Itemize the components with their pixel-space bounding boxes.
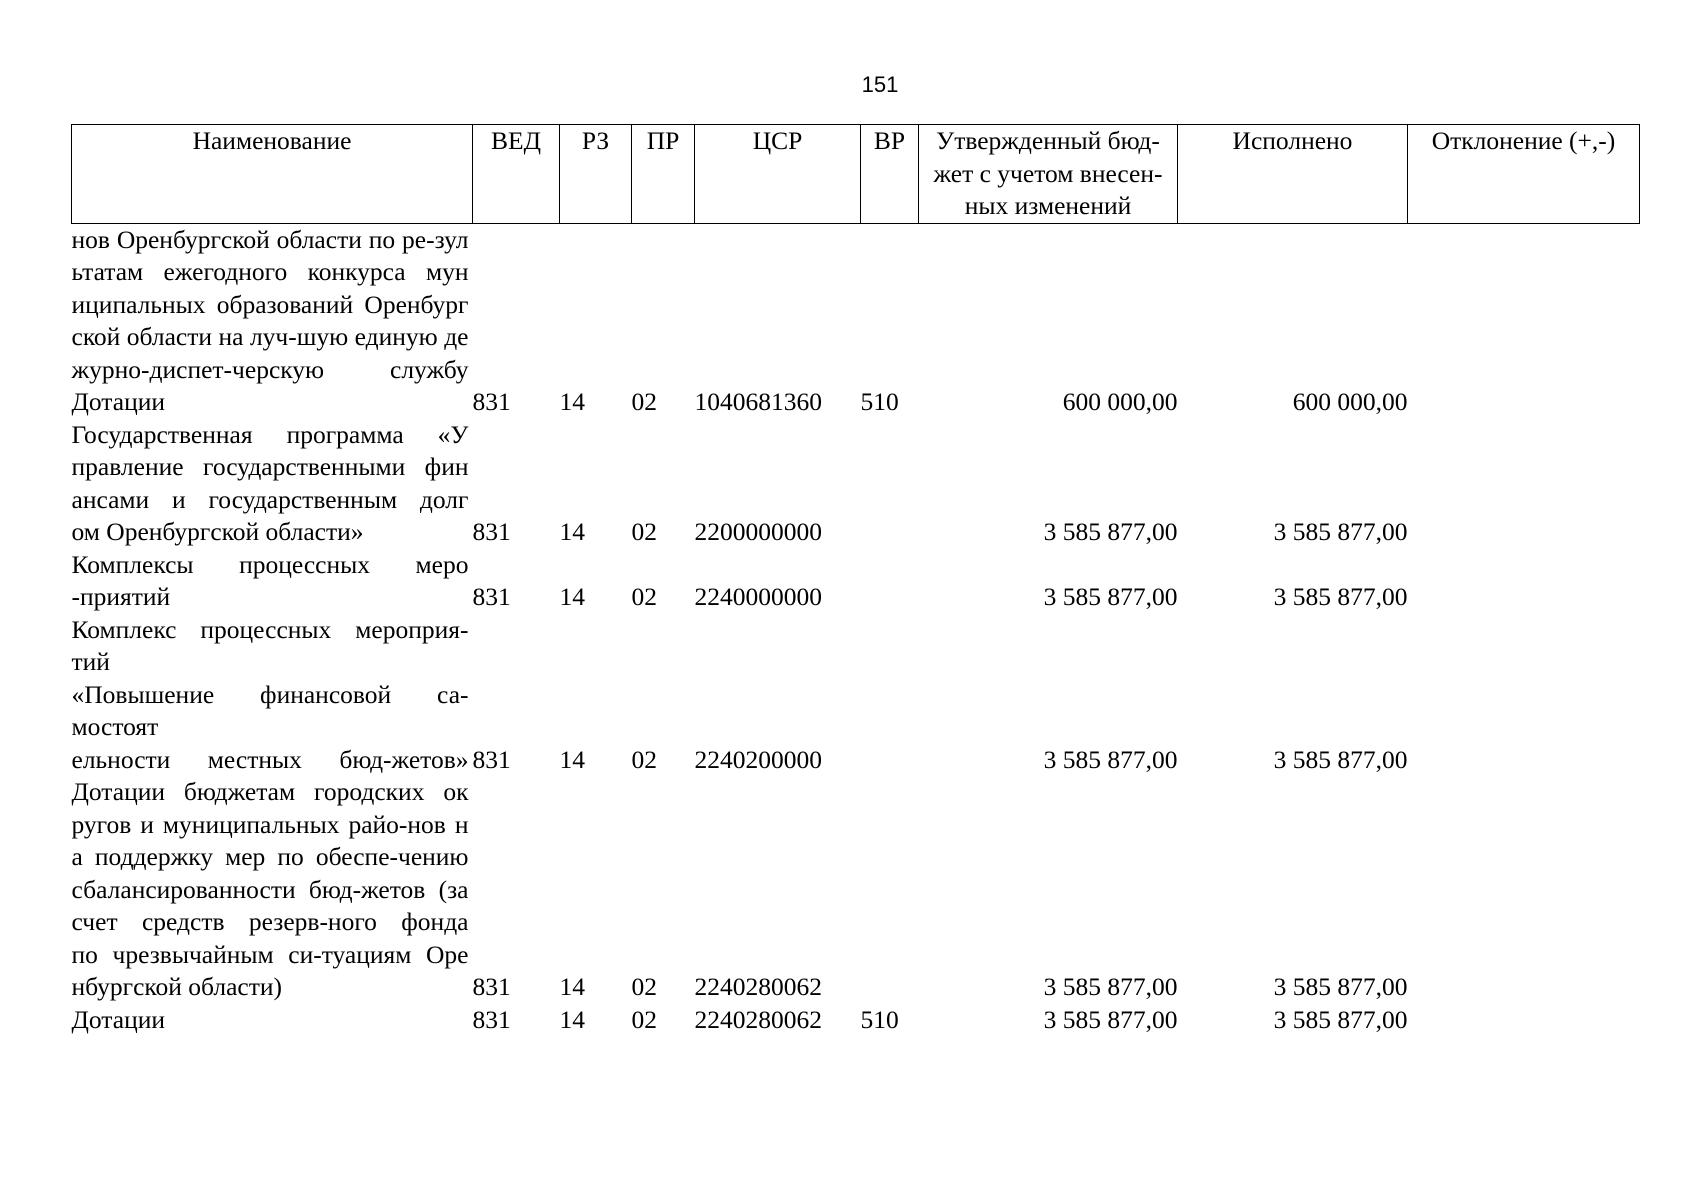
cell-ved bbox=[473, 223, 560, 386]
cell-csr bbox=[695, 223, 861, 386]
cell-approved: 3 585 877,00 bbox=[1043, 744, 1178, 774]
cell-ved: 831 bbox=[472, 972, 511, 1001]
table-row bbox=[72, 549, 1640, 614]
cell-deviation bbox=[1408, 386, 1640, 419]
cell-executed: 3 585 877,00 bbox=[1273, 517, 1408, 546]
budget-table bbox=[71, 124, 1640, 1036]
cell-name: Дотации бюджетам городских ок ругов и муниципальных райо-нов н а поддержку мер по обеспе-чению сбалансированности бюд-жетов (за счет средств резерв-ного фонда по чрезвычайным си-туациям Оре нбургской области) bbox=[71, 777, 469, 1001]
cell-vr bbox=[861, 419, 919, 549]
header-deviation: Отклонение (+,-) bbox=[1408, 125, 1640, 224]
table-row bbox=[72, 223, 1640, 386]
table-body bbox=[72, 223, 1640, 1036]
cell-vr bbox=[861, 776, 919, 1004]
cell-name: Дотации bbox=[71, 387, 166, 416]
cell-ved: 831 bbox=[472, 387, 511, 416]
header-approved: Утвержденный бюд-жет с учетом внесен-ных изменений bbox=[919, 125, 1178, 224]
cell-vr bbox=[861, 223, 919, 386]
cell-ved: 831 bbox=[472, 582, 511, 611]
header-executed: Исполнено bbox=[1178, 125, 1408, 224]
cell-executed: 3 585 877,00 bbox=[1273, 972, 1408, 1001]
page-number: 151 bbox=[861, 72, 899, 97]
cell-pr: 02 bbox=[631, 1004, 657, 1034]
cell-pr bbox=[632, 223, 695, 386]
cell-executed: 600 000,00 bbox=[1292, 387, 1408, 416]
table-row bbox=[72, 614, 1640, 777]
cell-rz: 14 bbox=[559, 1004, 585, 1034]
cell-deviation bbox=[1408, 776, 1640, 1004]
cell-pr: 02 bbox=[631, 744, 657, 774]
cell-approved: 3 585 877,00 bbox=[1043, 972, 1178, 1001]
cell-csr: 2200000000 bbox=[694, 517, 822, 546]
cell-csr: 2240200000 bbox=[694, 744, 822, 774]
cell-vr bbox=[861, 614, 919, 777]
cell-deviation bbox=[1408, 549, 1640, 614]
cell-approved bbox=[919, 223, 1178, 386]
cell-name: Государственная программа «У правление государственными фин ансами и государственным долг ом Оренбургской области» bbox=[71, 419, 469, 546]
cell-pr: 02 bbox=[631, 582, 657, 611]
cell-csr: 2240000000 bbox=[694, 582, 822, 611]
cell-pr: 02 bbox=[631, 972, 657, 1001]
cell-rz: 14 bbox=[559, 972, 585, 1001]
cell-vr bbox=[861, 549, 919, 614]
cell-deviation bbox=[1408, 1004, 1640, 1037]
cell-deviation bbox=[1408, 419, 1640, 549]
cell-executed: 3 585 877,00 bbox=[1273, 1004, 1408, 1034]
cell-vr: 510 bbox=[860, 387, 899, 416]
cell-executed bbox=[1178, 223, 1408, 386]
header-pr: ПР bbox=[632, 125, 695, 224]
table-row bbox=[72, 386, 1640, 419]
cell-executed: 3 585 877,00 bbox=[1273, 582, 1408, 611]
cell-ved: 831 bbox=[472, 517, 511, 546]
cell-rz: 14 bbox=[559, 387, 585, 416]
cell-name: нов Оренбургской области по ре-зул ьтатам ежегодного конкурса мун иципальных образований Оренбург ской области на луч-шую единую де журно-диспет-черскую службу bbox=[71, 224, 469, 384]
cell-rz: 14 bbox=[559, 582, 585, 611]
cell-csr: 2240280062 bbox=[694, 1004, 822, 1034]
cell-rz: 14 bbox=[559, 744, 585, 774]
cell-rz bbox=[560, 223, 632, 386]
table-header bbox=[72, 125, 1640, 224]
table-row bbox=[72, 1004, 1640, 1037]
cell-deviation bbox=[1408, 614, 1640, 777]
header-vr: ВР bbox=[861, 125, 919, 224]
cell-pr: 02 bbox=[631, 387, 657, 416]
table-row bbox=[72, 419, 1640, 549]
cell-csr: 2240280062 bbox=[694, 972, 822, 1001]
cell-approved: 600 000,00 bbox=[1062, 387, 1178, 416]
cell-ved: 831 bbox=[472, 1004, 511, 1034]
cell-approved: 3 585 877,00 bbox=[1043, 1004, 1178, 1034]
cell-name: Комплексы процессных меро -приятий bbox=[71, 549, 469, 611]
table-row bbox=[72, 776, 1640, 1004]
cell-rz: 14 bbox=[559, 517, 585, 546]
header-ved: ВЕД bbox=[473, 125, 560, 224]
cell-deviation bbox=[1408, 223, 1640, 386]
header-name: Наименование bbox=[72, 125, 473, 224]
header-rz: РЗ bbox=[560, 125, 632, 224]
cell-csr: 1040681360 bbox=[694, 387, 822, 416]
header-csr: ЦСР bbox=[695, 125, 861, 224]
cell-ved: 831 bbox=[472, 744, 511, 774]
cell-approved: 3 585 877,00 bbox=[1043, 517, 1178, 546]
cell-name: Дотации bbox=[71, 1004, 166, 1034]
cell-name: Комплекс процессных мероприя-тий «Повышение финансовой са-мостоят ельности местных бюд-жетов» bbox=[71, 614, 469, 774]
cell-executed: 3 585 877,00 bbox=[1273, 744, 1408, 774]
cell-vr: 510 bbox=[860, 1004, 899, 1034]
cell-approved: 3 585 877,00 bbox=[1043, 582, 1178, 611]
cell-pr: 02 bbox=[631, 517, 657, 546]
header-row bbox=[72, 125, 1640, 224]
